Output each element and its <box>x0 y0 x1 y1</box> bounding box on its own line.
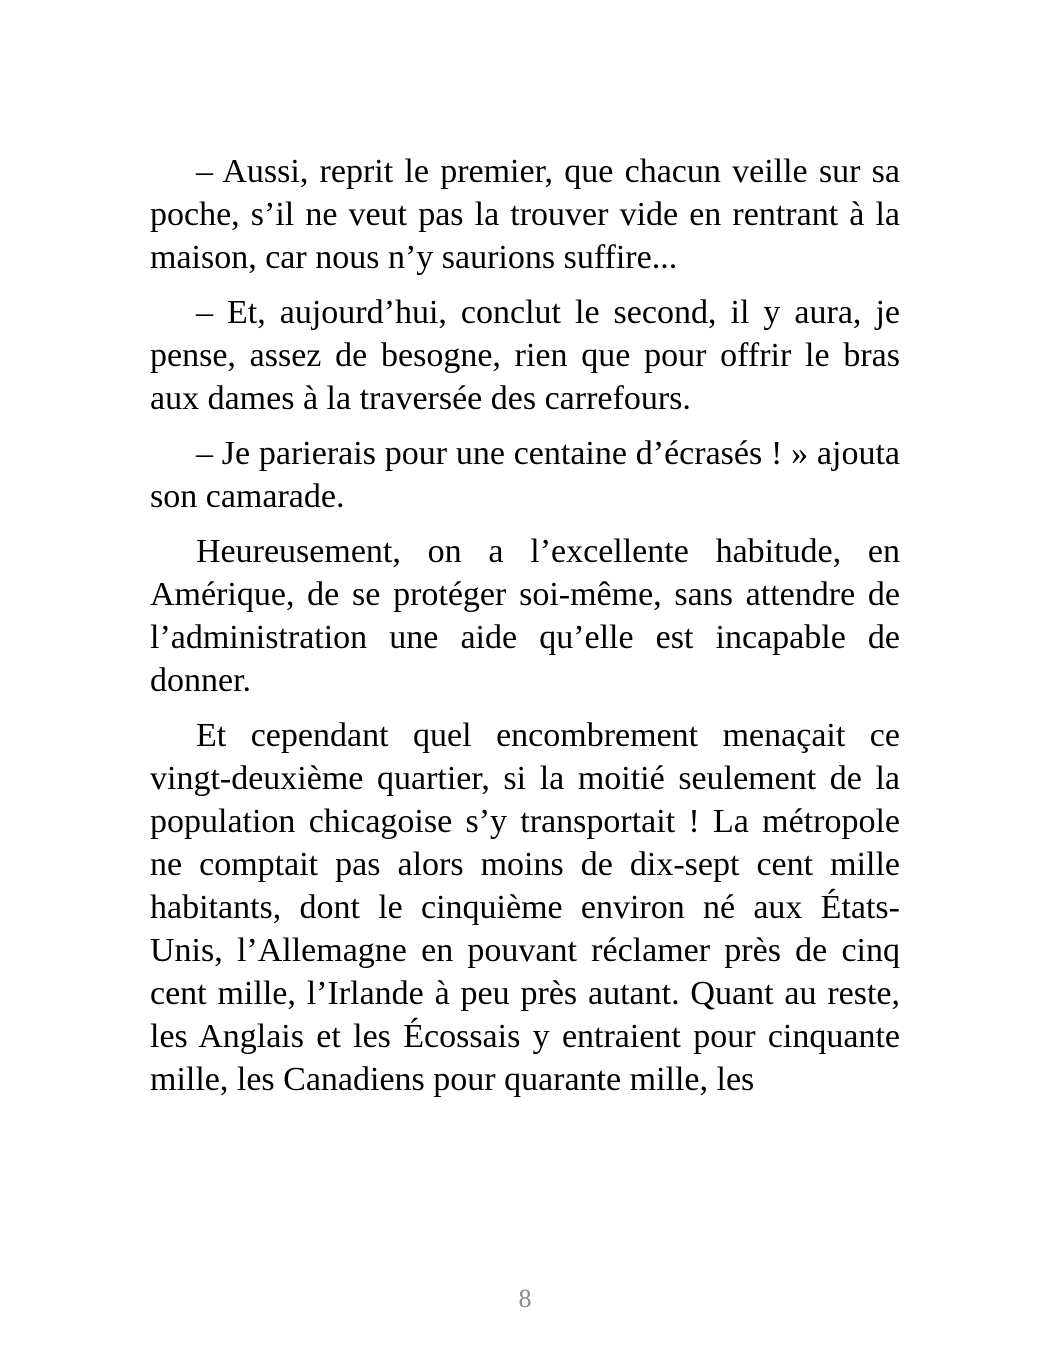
page-number: 8 <box>518 1284 532 1313</box>
paragraph-4: Heureusement, on a l’excellente habitude, en Amérique, de se protéger soi-même, sans attendre de l’administration une aide qu’elle est incapable de donner. <box>150 533 900 699</box>
paragraph-1: – Aussi, reprit le premier, que chacun veille sur sa poche, s’il ne veut pas la trouver vide en rentrant à la maison, car nous n’y saurions suffire... <box>150 153 900 276</box>
paragraph-5: Et cependant quel encombrement menaçait ce vingt-deuxième quartier, si la moitié seulement de la population chicagoise s’y transportait ! La métropole ne comptait pas alors moins de dix-sept cent mille habitants, dont le cinquième environ né aux États-Unis, l’Allemagne en pouvant réclamer près de cinq cent mille, l’Irlande à peu près autant. Quant au reste, les Anglais et les Écossais y entraient pour cinquante mille, les Canadiens pour quarante mille, les <box>150 717 900 1098</box>
paragraph-2: – Et, aujourd’hui, conclut le second, il y aura, je pense, assez de besogne, rien que pour offrir le bras aux dames à la traversée des carrefours. <box>150 294 900 417</box>
body-text <box>150 150 900 1113</box>
paragraph-3: – Je parierais pour une centaine d’écrasés ! » ajouta son camarade. <box>150 435 900 515</box>
